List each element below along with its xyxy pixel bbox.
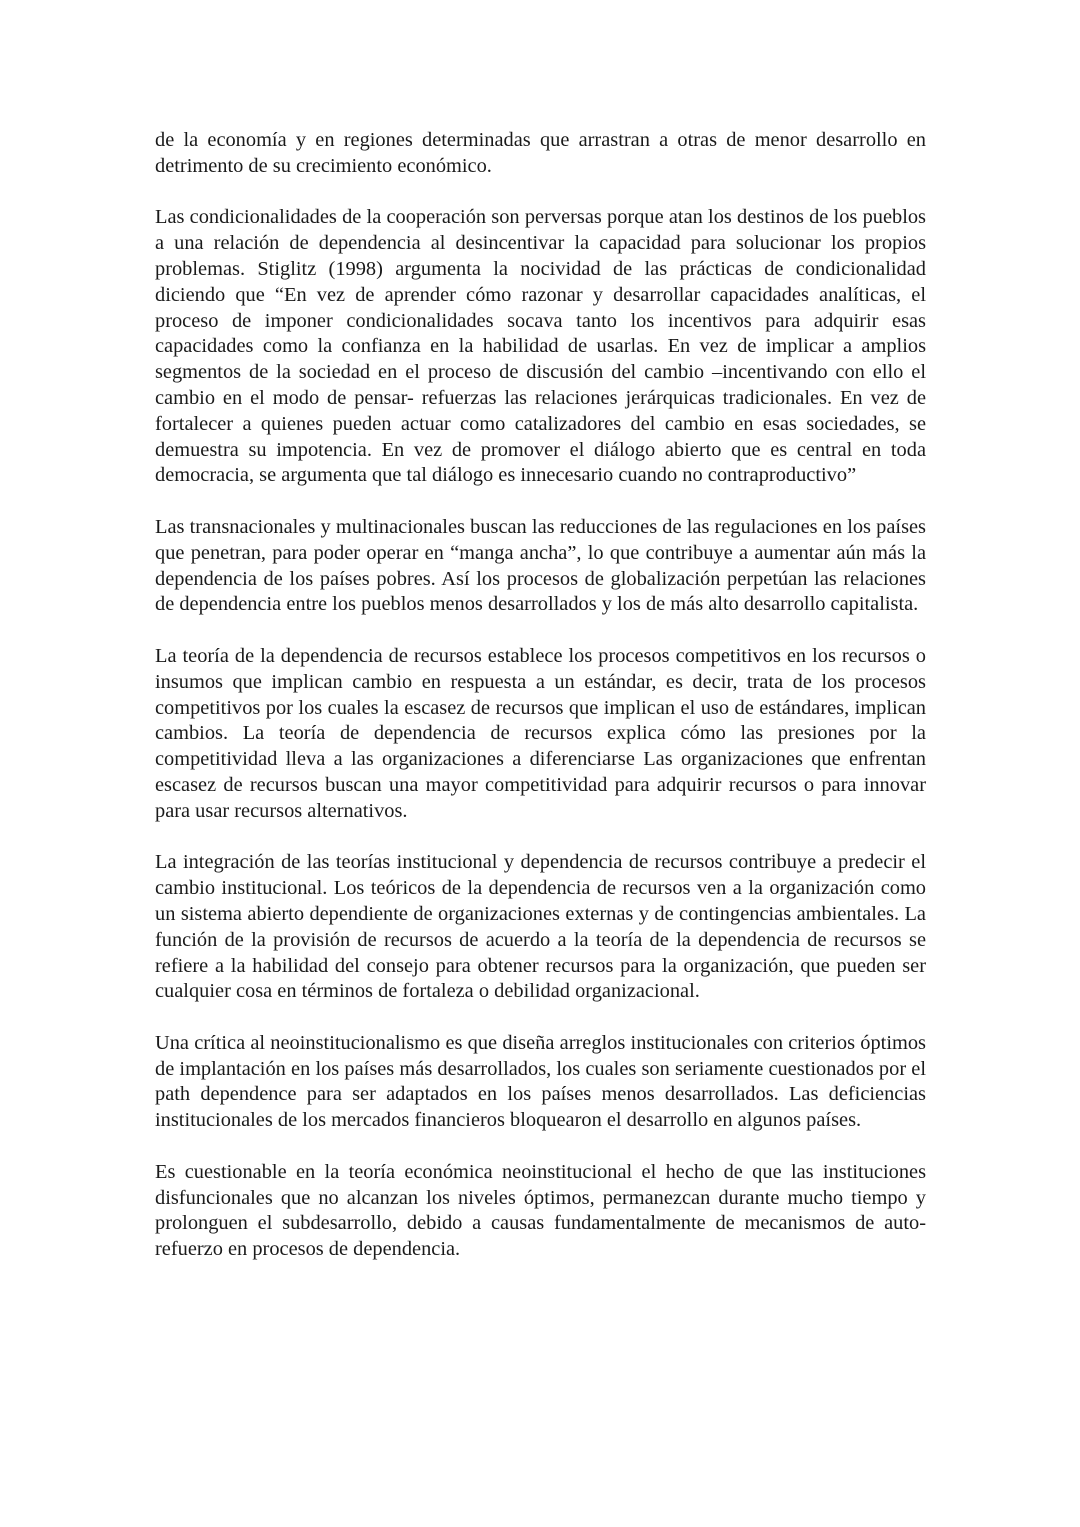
paragraph-integration: La integración de las teorías institucional y dependencia de recursos contribuye a predecir el cambio institucional. Los teóricos de la dependencia de recursos ven a la organización como un sistema abierto dependiente de organizaciones externas y de contingencias ambientales. La función de la provisión de recursos de acuerdo a la teoría de la dependencia de recursos se refiere a la habilidad del consejo para obtener recursos para la organización, que pueden ser cualquier cosa en términos de fortaleza o debilidad organizacional. [155, 851, 926, 1003]
paragraph-conditionality: Las condicionalidades de la cooperación son perversas porque atan los destinos de los pueblos a una relación de dependencia al desincentivar la capacidad para solucionar los propios problemas. Stiglitz (1998) argumenta la nocividad de las prácticas de condicionalidad diciendo que “En vez de aprender cómo razonar y desarrollar capacidades analíticas, el proceso de imponer condicionalidades socava tanto los incentivos para adquirir esas capacidades como la confianza en la habilidad de usarlas. En vez de implicar a amplios segmentos de la sociedad en el proceso de discusión del cambio –incentivando con ello el cambio en el modo de pensar- refuerzas las relaciones jerárquicas tradicionales. En vez de fortalecer a quienes pueden actuar como catalizadores del cambio en esas sociedades, se demuestra su impotencia. En vez de promover el diálogo abierto que es central en toda democracia, se argumenta que tal diálogo es innecesario cuando no contraproductivo” [155, 206, 926, 487]
paragraph-transnationals: Las transnacionales y multinacionales buscan las reducciones de las regulaciones en los países que penetran, para poder operar en “manga ancha”, lo que contribuye a aumentar aún más la dependencia de los países pobres. Así los procesos de globalización perpetúan las relaciones de dependencia entre los pueblos menos desarrollados y los de más alto desarrollo capitalista. [155, 515, 926, 616]
document-page [155, 128, 926, 1263]
paragraph-resource-dependence: La teoría de la dependencia de recursos establece los procesos competitivos en los recursos o insumos que implican cambio en respuesta a un estándar, es decir, trata de los procesos competitivos por los cuales la escasez de recursos que implican el uso de estándares, implican cambios. La teoría de dependencia de recursos explica cómo las presiones por la competitividad lleva a las organizaciones a diferenciarse Las organizaciones que enfrentan escasez de recursos buscan una mayor competitividad para adquirir recursos o para innovar para usar recursos alternativos. [155, 644, 926, 822]
paragraph-neoinstitutionalism-critique: Una crítica al neoinstitucionalismo es que diseña arreglos institucionales con criterios óptimos de implantación en los países más desarrollados, los cuales son seriamente cuestionados por el path dependence para ser adaptados en los países menos desarrollados. Las deficiencias institucionales de los mercados financieros bloquearon el desarrollo en algunos países. [155, 1031, 926, 1132]
paragraph-continuation: de la economía y en regiones determinadas que arrastran a otras de menor desarrollo en detrimento de su crecimiento económico. [155, 129, 926, 177]
paragraph-dysfunctional-institutions: Es cuestionable en la teoría económica neoinstitucional el hecho de que las instituciones disfuncionales que no alcanzan los niveles óptimos, permanezcan durante mucho tiempo y prolonguen el subdesarrollo, debido a causas fundamentalmente de mecanismos de auto-refuerzo en procesos de dependencia. [155, 1160, 926, 1261]
